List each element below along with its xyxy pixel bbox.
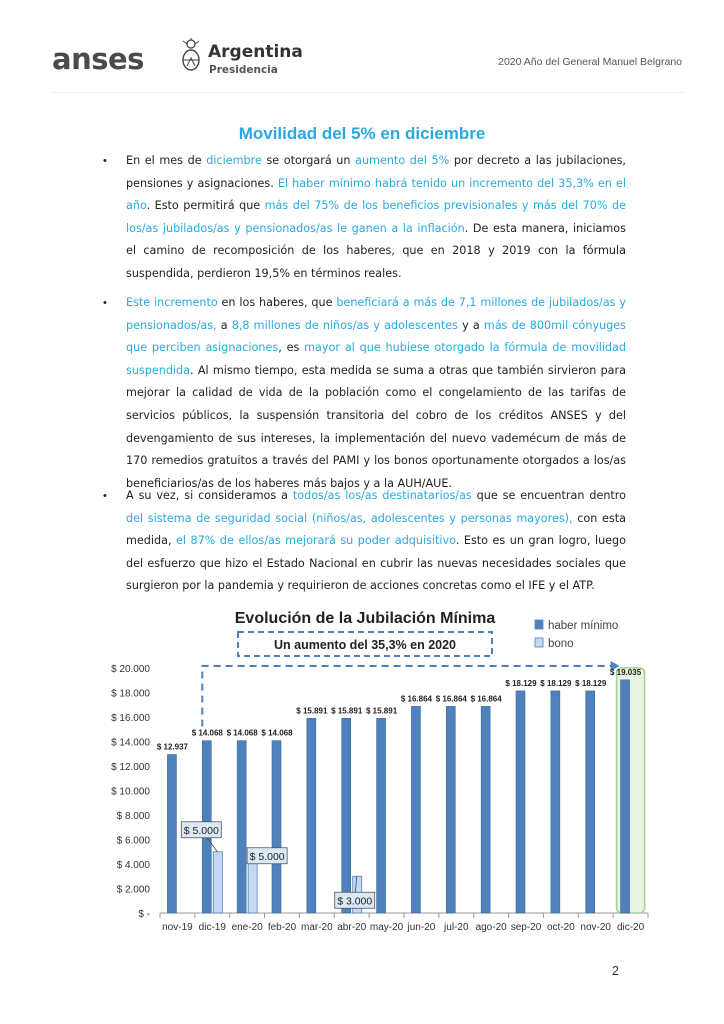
bar-value-label: $ 19.035 <box>610 667 642 677</box>
body-text: con esta medida, <box>126 511 626 548</box>
highlighted-text: beneficiará a más de 7,1 millones de jubilados/as y pensionados/as, <box>126 296 626 332</box>
bar-haber-minimo <box>621 680 630 913</box>
legend-swatch-bono <box>535 638 543 647</box>
bar-haber-minimo <box>481 706 490 913</box>
bar-value-label: $ 15.891 <box>331 706 363 716</box>
bar-haber-minimo <box>272 741 281 913</box>
body-text: . Al mismo tiempo, esta medida se suma a otras que también sirvieron para mejorar la calidad de vida de la población como el congelamiento de las tarifas de servicios públicos, la suspensión transitoria del cobro de los créditos ANSES y del devengamiento de sus intereses, la implementación del nuevo vademécum de más de 170 remedios gratuitos a través del PAMI y los bonos oportunamente otorgados a los/as beneficiarios/as de los haberes más bajos y a la AUH/AUE. <box>126 363 626 490</box>
annotation-text: Un aumento del 35,3% en 2020 <box>273 638 457 652</box>
page-title: Movilidad del 5% en diciembre <box>238 124 486 143</box>
highlighted-text: aumento del 5% <box>355 154 450 167</box>
highlighted-text: mayor al que hubiese otorgado la fórmula de movilidad suspendida <box>126 341 626 377</box>
year-label: 2020 Año del General Manuel Belgrano <box>498 56 682 68</box>
legend-label: bono <box>548 638 574 650</box>
bullet-marker: • <box>103 490 107 502</box>
bar-value-label: $ 14.068 <box>191 728 223 738</box>
bono-value-label: $ 3.000 <box>337 895 373 908</box>
bar-value-label: $ 16.864 <box>435 694 467 704</box>
bullet-marker: • <box>103 155 107 167</box>
x-tick-label: oct-20 <box>546 922 575 933</box>
highlighted-text: más de 800mil cónyuges que perciben asignaciones <box>126 318 626 355</box>
body-text: , es <box>278 341 305 355</box>
bar-haber-minimo <box>446 706 455 913</box>
bar-value-label: $ 14.068 <box>261 728 293 738</box>
highlighted-text: todos/as los/as destinatarios/as <box>292 489 472 502</box>
y-tick-label: $ 12.000 <box>111 762 150 773</box>
bar-haber-minimo <box>586 691 595 913</box>
y-tick-label: $ 16.000 <box>111 713 150 724</box>
country-name: Argentina <box>208 42 303 62</box>
bono-value-label: $ 5.000 <box>249 850 285 863</box>
y-tick-label: $ 20.000 <box>111 664 150 675</box>
x-tick-label: dic-19 <box>198 922 226 933</box>
x-tick-label: dic-20 <box>616 922 645 933</box>
bar-haber-minimo <box>516 691 525 913</box>
x-tick-label: jul-20 <box>444 922 469 933</box>
x-tick-label: nov-20 <box>580 922 612 933</box>
body-text: en los haberes, que <box>217 296 337 309</box>
x-tick-label: mar-20 <box>301 922 333 933</box>
presidency-label: Presidencia <box>209 64 278 76</box>
body-text: . Esto permitirá que <box>146 199 265 213</box>
y-tick-label: $ 2.000 <box>116 884 150 896</box>
bar-value-label: $ 15.891 <box>296 706 328 716</box>
x-tick-label: ene-20 <box>231 922 263 933</box>
highlighted-text: diciembre <box>206 154 262 167</box>
highlighted-text: El haber mínimo habrá tenido un incremento del 35,3% en el año <box>126 176 626 213</box>
x-tick-label: nov-19 <box>162 922 193 933</box>
bar-value-label: $ 18.129 <box>505 678 537 688</box>
y-tick-label: $ - <box>138 909 150 920</box>
chart-title: Evolución de la Jubilación Mínima <box>234 610 496 627</box>
highlighted-text: Este incremento <box>126 296 218 309</box>
bar-value-label: $ 15.891 <box>366 706 398 716</box>
highlighted-text: 8,8 millones de niños/as y adolescentes <box>231 318 458 332</box>
x-tick-label: jun-20 <box>407 922 436 933</box>
x-tick-label: ago-20 <box>475 922 507 933</box>
body-text: a <box>216 318 232 332</box>
bar-haber-minimo <box>237 741 246 913</box>
page-number: 2 <box>612 964 619 978</box>
bar-value-label: $ 16.864 <box>400 694 432 704</box>
y-tick-label: $ 8.000 <box>116 811 150 822</box>
bar-bono <box>213 852 222 913</box>
bar-haber-minimo <box>307 718 316 913</box>
body-text: se otorgará un <box>261 154 356 167</box>
highlighted-text: el 87% de ellos/as mejorará su poder adquisitivo <box>176 534 456 548</box>
x-tick-label: feb-20 <box>267 922 297 933</box>
x-tick-label: may-20 <box>369 922 404 933</box>
body-text: . De esta manera, iniciamos el camino de recomposición de los haberes, que en 2018 y 2019 con la fórmula suspendida, perdieron 19,5% en términos reales. <box>126 221 626 280</box>
y-tick-label: $ 10.000 <box>111 786 150 798</box>
bar-haber-minimo <box>411 706 420 913</box>
body-text: y a <box>458 318 484 332</box>
bar-haber-minimo <box>342 718 351 913</box>
body-text: A su vez, si consideramos a <box>126 489 293 502</box>
body-text: . Esto es un gran logro, luego del esfuerzo que hizo el Estado Nacional en cubrir las nuevas necesidades sociales que surgieron por la pandemia y requirieron de acciones concretas como el IFE y el ATP. <box>126 534 627 593</box>
y-tick-label: $ 14.000 <box>111 737 150 749</box>
bar-value-label: $ 18.129 <box>575 678 607 688</box>
bullet-marker: • <box>103 297 107 309</box>
bar-value-label: $ 16.864 <box>470 694 502 704</box>
body-text: En el mes de <box>126 154 207 167</box>
bar-value-label: $ 14.068 <box>226 728 258 738</box>
highlighted-text: del sistema de seguridad social (niños/as, adolescentes y personas mayores), <box>126 511 573 525</box>
x-tick-label: abr-20 <box>337 922 367 933</box>
anses-logo: anses <box>52 42 144 76</box>
legend-swatch-haber-minimo <box>535 620 543 629</box>
highlighted-text: más del 75% de los beneficios previsionales y más del 70% de los/as jubilados/as y pensionados/as le ganen a la inflación <box>126 199 626 235</box>
bar-value-label: $ 18.129 <box>540 678 572 688</box>
bar-haber-minimo <box>167 755 176 913</box>
body-text: por decreto a las jubilaciones, pensiones y asignaciones. <box>126 154 626 190</box>
bar-haber-minimo <box>551 691 560 913</box>
bar-haber-minimo <box>377 718 386 913</box>
bono-value-label: $ 5.000 <box>183 824 219 837</box>
y-tick-label: $ 18.000 <box>111 688 150 700</box>
x-tick-label: sep-20 <box>510 922 542 933</box>
y-tick-label: $ 6.000 <box>116 835 150 847</box>
legend-label: haber mínimo <box>548 620 619 632</box>
body-text: que se encuentran dentro <box>471 489 627 502</box>
y-tick-label: $ 4.000 <box>116 860 150 871</box>
bar-value-label: $ 12.937 <box>156 742 188 752</box>
